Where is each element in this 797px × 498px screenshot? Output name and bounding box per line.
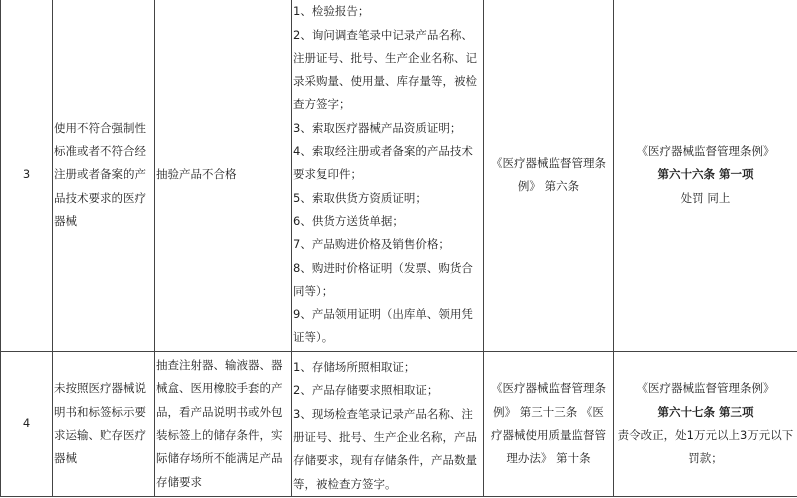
penalty-cell	[614, 0, 797, 352]
evidence-item: 6、供货方送货单据；	[293, 213, 404, 228]
evidence-item: 1、检验报告；	[293, 4, 370, 19]
evidence-item: 5、索取供货方资质证明；	[293, 190, 427, 205]
penalty-article: 第六十六条 第一项	[657, 167, 754, 182]
penalty-law: 《医疗器械监督管理条例》	[636, 381, 775, 396]
evidence-item: 7、产品购进价格及销售价格；	[293, 237, 450, 252]
check-method-cell: 抽查注射器、输液器、器械盒、医用橡胶手套的产品，看产品说明书或外包装标签上的储存条件，实际储存场所不能满足产品存储要求	[155, 352, 292, 497]
evidence-cell	[292, 0, 484, 352]
violation-cell: 未按照医疗器械说明书和标签标示要求运输、贮存医疗器械	[53, 352, 155, 497]
evidence-item: 3、索取医疗器械产品资质证明；	[293, 120, 462, 135]
evidence-cell	[292, 352, 484, 497]
evidence-item: 4、索取经注册或者备案的产品技术要求复印件；	[293, 144, 473, 182]
penalty-law: 《医疗器械监督管理条例》	[636, 144, 775, 159]
table-row	[1, 352, 797, 497]
check-method-cell: 抽验产品不合格	[155, 0, 292, 352]
penalty-cell	[614, 352, 797, 497]
penalty-article: 第六十七条 第三项	[657, 404, 754, 419]
evidence-item: 2、产品存储要求照相取证；	[293, 383, 439, 398]
evidence-item: 8、购进时价格证明（发票、购货合同等）；	[293, 260, 473, 298]
evidence-item: 2、询问调查笔录中记录产品名称、注册证号、批号、生产企业名称、记录采购量、使用量、库存量等，被检查方签字；	[293, 27, 477, 112]
evidence-item: 1、存储场所照相取证；	[293, 360, 416, 375]
row-number: 3	[1, 0, 53, 352]
legal-basis-cell: 《医疗器械监督管理条例》 第三十三条 《医疗器械使用质量监督管理办法》 第十条	[484, 352, 614, 497]
evidence-item: 9、产品领用证明（出库单、领用凭证等）。	[293, 307, 473, 345]
table-row	[1, 0, 797, 352]
penalty-detail: 处罚 同上	[680, 190, 731, 205]
evidence-item: 3、现场检查笔录记录产品名称、注册证号、批号、生产企业名称，产品存储要求，现有存储条件，产品数量等，被检查方签字。	[293, 406, 477, 491]
penalty-detail: 责令改正，处1万元以上3万元以下罚款；	[617, 428, 794, 466]
violation-cell: 使用不符合强制性标准或者不符合经注册或者备案的产品技术要求的医疗器械	[53, 0, 155, 352]
row-number: 4	[1, 352, 53, 497]
legal-basis-cell: 《医疗器械监督管理条例》 第六条	[484, 0, 614, 352]
